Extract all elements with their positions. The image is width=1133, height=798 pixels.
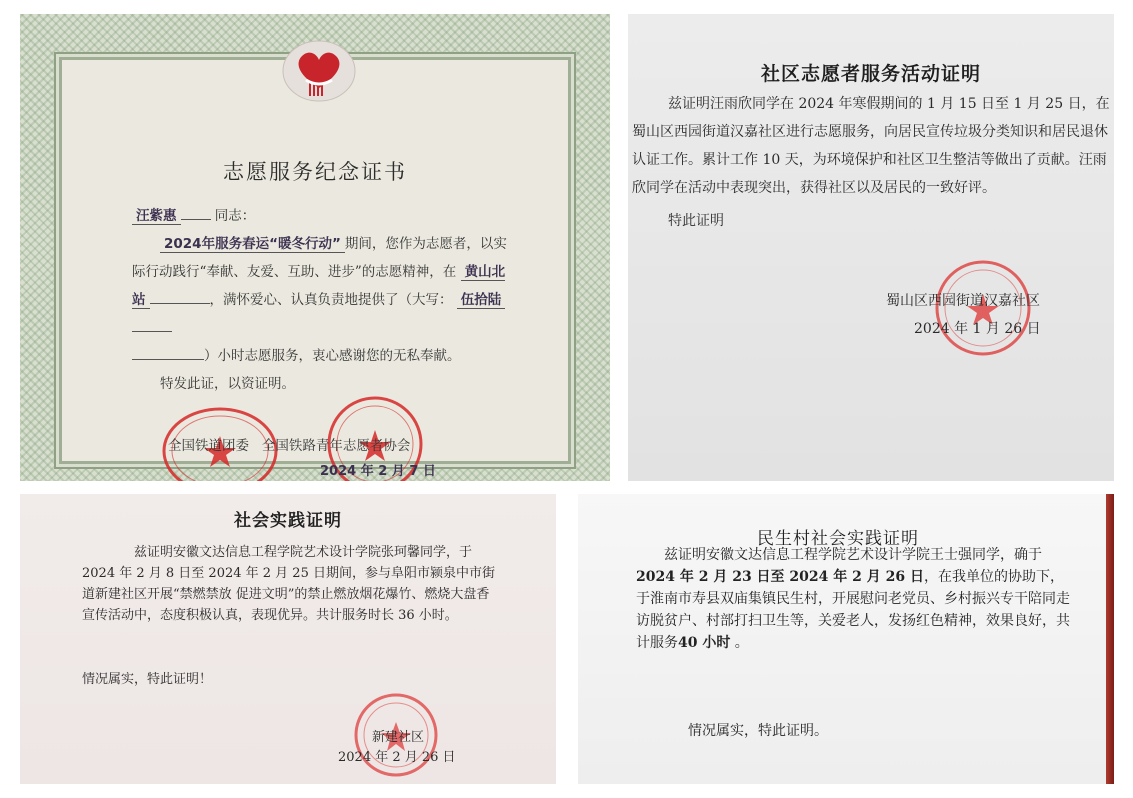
service-hours: 伍拾陆 <box>457 292 506 309</box>
certificate-volunteer-commemorative <box>20 14 610 481</box>
closing-text: 特此证明 <box>668 213 724 229</box>
issue-date: 2024 年 1 月 26 日 <box>914 321 1041 337</box>
certificate-title: 志愿服务纪念证书 <box>223 160 407 184</box>
issuing-organizations <box>168 434 410 454</box>
service-hours: 40 小时 <box>678 635 731 651</box>
issuer-1: 全国铁道团委 <box>168 438 249 454</box>
closing-text: 情况属实，特此证明。 <box>688 723 828 739</box>
salutation: 同志： <box>214 208 256 224</box>
certificate-body <box>132 202 518 398</box>
volunteer-heart-hand-logo <box>280 36 358 106</box>
certificate-minsheng-village <box>578 494 1114 784</box>
certificate-title: 社会实践证明 <box>234 511 342 531</box>
service-location: 黄山北站 <box>132 264 506 308</box>
certificate-social-practice <box>20 494 556 784</box>
issuer-2: 全国铁路青年志愿者协会 <box>261 438 411 454</box>
issuing-organization: 蜀山区西园街道汉嘉社区 <box>886 293 1040 309</box>
body-text-3: ）小时志愿服务，衷心感谢您的无私奉献。 <box>204 348 461 364</box>
certificate-body: 兹证明安徽文达信息工程学院艺术设计学院张珂馨同学，于 2024 年 2 月 8 日至 2024 年 2 月 25 日期间，参与阜阳市颍泉中市街道新建社区开展“禁燃禁放 促进文明”的禁止燃放烟花爆竹、燃烧大盘香宣传活动中，态度积极认真，表现优异。共计服务时长 36 小时。 <box>82 545 495 623</box>
body-intro: 兹证明安徽文达信息工程学院艺术设计学院王士强同学，确于 <box>664 547 1042 563</box>
body-tail: 。 <box>730 635 749 651</box>
certificate-community-volunteer <box>628 14 1114 481</box>
certificate-title: 民生村社会实践证明 <box>757 529 919 549</box>
closing-text: 情况属实，特此证明！ <box>82 672 213 687</box>
issuing-organization: 新建社区 <box>372 730 425 745</box>
body-rest: ，在我单位的协助下，于淮南市寿县双庙集镇民生村，开展慰问老党员、乡村振兴专干陪同走访脱贫户、村部打扫卫生等，关爱老人，发扬红色精神，效果良好，共计服务 <box>636 569 1070 651</box>
certificate-title: 社区志愿者服务活动证明 <box>760 63 981 85</box>
certificate-body: 兹证明汪雨欣同学在 2024 年寒假期间的 1 月 15 日至 1 月 25 日，在蜀山区西园街道汉嘉社区进行志愿服务，向居民宣传垃圾分类知识和居民退休认证工作。累计工作 10 天，为环境保护和社区卫生整洁等做出了贡献。汪雨欣同学在活动中表现突出，获得社区以及居民的一致好评。 <box>632 96 1110 196</box>
date-range: 2024 年 2 月 23 日至 2024 年 2 月 26 日 <box>636 569 924 585</box>
certificate-body <box>636 544 1076 654</box>
issue-date: 2024 年 2 月 26 日 <box>338 750 456 765</box>
activity-name: 2024年服务春运“暖冬行动” <box>160 236 345 253</box>
red-folder-edge <box>1106 494 1114 784</box>
closing-text: 特发此证，以资证明。 <box>160 376 295 392</box>
issue-date: 2024 年 2 月 7 日 <box>320 464 436 479</box>
recipient-name: 汪紫惠 <box>132 208 181 225</box>
body-text-1: 期间，您作为志愿者，以实际行动践行“奉献、友爱、互助、进步”的志愿精神，在 <box>132 236 507 280</box>
body-text-2: ，满怀爱心、认真负责地提供了（大写： <box>209 292 453 308</box>
